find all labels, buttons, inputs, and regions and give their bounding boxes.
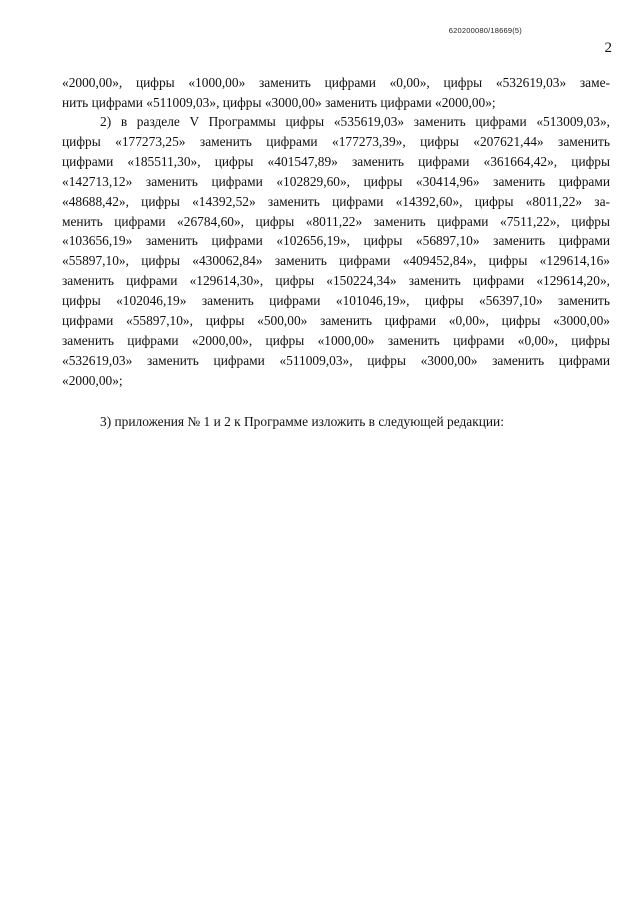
text-line: нить цифрами «511009,03», цифры «3000,00» заменить цифрами «2000,00»;	[62, 94, 496, 110]
text-line: цифрами «55897,10», цифры «500,00» заменить цифрами «0,00», цифры «3000,00»	[62, 313, 610, 329]
text-line: цифрами «185511,30», цифры «401547,89» заменить цифрами «361664,42», цифры	[62, 153, 610, 169]
text-line: цифры «177273,25» заменить цифрами «177273,39», цифры «207621,44» заменить	[62, 133, 610, 149]
text-line: «103656,19» заменить цифрами «102656,19», цифры «56897,10» заменить цифрами	[62, 233, 610, 249]
text-line: «55897,10», цифры «430062,84» заменить цифрами «409452,84», цифры «129614,16»	[62, 253, 610, 269]
text-line: заменить цифрами «2000,00», цифры «1000,00» заменить цифрами «0,00», цифры	[62, 332, 610, 348]
text-line: «2000,00»;	[62, 372, 123, 388]
paragraph-appendices: 3) приложения № 1 и 2 к Программе изложить в следующей редакции:	[100, 414, 504, 429]
text-line: заменить цифрами «129614,30», цифры «150224,34» заменить цифрами «129614,20»,	[62, 273, 610, 289]
paragraph-continuation	[62, 73, 610, 113]
text-line: «2000,00», цифры «1000,00» заменить цифрами «0,00», цифры «532619,03» заме-	[62, 75, 610, 90]
text-line: «532619,03» заменить цифрами «511009,03», цифры «3000,00» заменить цифрами	[62, 352, 610, 368]
text-line: «48688,42», цифры «14392,52» заменить цифрами «14392,60», цифры «8011,22» за-	[62, 193, 610, 209]
document-code: 620200080/18669(5)	[448, 26, 522, 35]
text-line: цифры «102046,19» заменить цифрами «101046,19», цифры «56397,10» заменить	[62, 293, 610, 309]
text-line: 2) в разделе V Программы цифры «535619,03» заменить цифрами «513009,03»,	[100, 114, 610, 129]
text-line: менить цифрами «26784,60», цифры «8011,22» заменить цифрами «7511,22», цифры	[62, 213, 610, 229]
page-number: 2	[604, 40, 612, 56]
paragraph-section-v	[62, 112, 610, 391]
text-line: «142713,12» заменить цифрами «102829,60», цифры «30414,96» заменить цифрами	[62, 173, 610, 189]
